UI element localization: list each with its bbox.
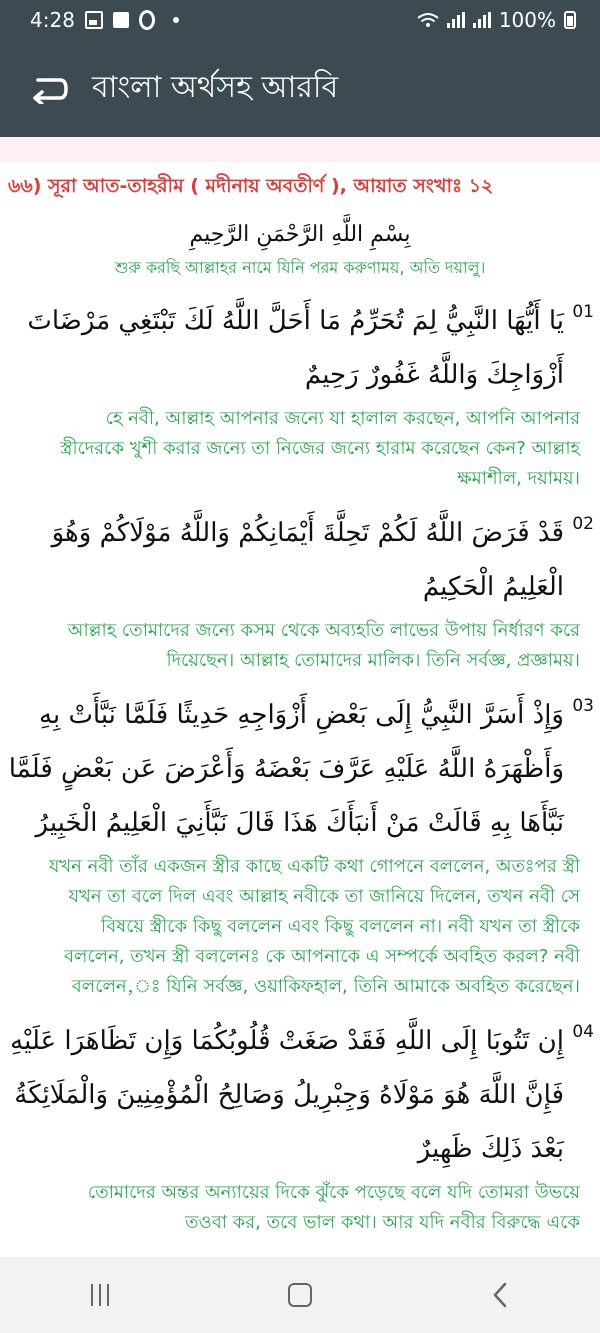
status-bar — [0, 0, 600, 40]
ayah-number: 03 — [572, 696, 594, 716]
back-button[interactable] — [18, 59, 78, 119]
battery-percent: 100% — [498, 8, 556, 32]
image-icon — [85, 11, 103, 29]
ayah-arabic: يَا أَيُّهَا النَّبِيُّ لِمَ تُحَرِّمُ مَا أَحَلَّ اللَّهُ لَكَ تَبْتَغِي مَرْضَاتَ أَزْوَاجِكَ وَاللَّهُ غَفُورٌ رَحِيمٌ — [27, 306, 564, 390]
ayah-number: 01 — [572, 302, 594, 322]
nav-back-button[interactable] — [470, 1265, 530, 1325]
ayah-item[interactable] — [0, 1014, 600, 1238]
ayah-arabic: إِن تَتُوبَا إِلَى اللَّهِ فَقَدْ صَغَتْ قُلُوبُكُمَا وَإِن تَظَاهَرَا عَلَيْهِ فَإِنَّ اللَّهَ هُوَ مَوْلَاهُ وَجِبْرِيلُ وَصَالِحُ الْمُؤْمِنِينَ وَالْمَلَائِكَةُ بَعْدَ ذَلِكَ ظَهِيرٌ — [10, 1026, 564, 1164]
wifi-icon — [417, 12, 439, 28]
ayah-bangla: যখন নবী তাঁর একজন স্ত্রীর কাছে একটি কথা গোপনে বললেন, অতঃপর স্ত্রী যখন তা বলে দিল এবং আল্লাহ নবীকে তা জানিয়ে দিলেন, তখন নবী সে বিষয়ে স্ত্রীকে কিছু বললেন এবং কিছু বললেন না। নবী যখন তা স্ত্রীকে বললেন, তখন স্ত্রী বললেনঃ কে আপনাকে এ সম্পর্কে অবহিত করল? নবী বললেন,ঃ যিনি সর্বজ্ঞ, ওয়াকিফহাল, তিনি আমাকে অবহিত করেছেন। — [48, 856, 580, 997]
ayah-arabic: قَدْ فَرَضَ اللَّهُ لَكُمْ تَحِلَّةَ أَيْمَانِكُمْ وَاللَّهُ مَوْلَاكُمْ وَهُوَ الْعَلِيمُ الْحَكِيمُ — [51, 518, 564, 602]
bismillah-bangla: শুরু করছি আল্লাহর নামে যিনি পরম করুণাময়, অতি দয়ালু। — [114, 258, 486, 277]
recent-apps-button[interactable] — [70, 1265, 130, 1325]
surah-header: ৬৬) সূরা আত-তাহরীম ( মদীনায় অবতীর্ণ ), আয়াত সংখাঃ ১২ — [8, 175, 494, 197]
content-area[interactable] — [0, 137, 600, 1257]
ayah-item[interactable] — [0, 294, 600, 494]
top-strip — [0, 137, 600, 162]
system-nav-bar — [0, 1257, 600, 1333]
square-icon — [113, 12, 129, 28]
ayah-item[interactable] — [0, 688, 600, 1002]
dot-icon — [173, 17, 179, 23]
ayah-bangla: আল্লাহ তোমাদের জন্যে কসম থেকে অব্যহতি লাভের উপায় নির্ধারণ করে দিয়েছেন। আল্লাহ তোমাদের মালিক। তিনি সর্বজ্ঞ, প্রজ্ঞাময়। — [67, 620, 580, 671]
ayah-item[interactable] — [0, 506, 600, 676]
signal-icon — [473, 12, 491, 28]
battery-icon — [564, 11, 576, 29]
ayah-number: 04 — [572, 1022, 594, 1042]
ayah-bangla: তোমাদের অন্তর অন্যায়ের দিকে ঝুঁকে পড়েছে বলে যদি তোমরা উভয়ে তওবা কর, তবে ভাল কথা। আর যদি নবীর বিরুদ্ধে একে — [87, 1182, 580, 1233]
ayah-number: 02 — [572, 514, 594, 534]
ayah-arabic: وَإِذْ أَسَرَّ النَّبِيُّ إِلَى بَعْضِ أَزْوَاجِهِ حَدِيثًا فَلَمَّا نَبَّأَتْ بِهِ وَأَظْهَرَهُ اللَّهُ عَلَيْهِ عَرَّفَ بَعْضَهُ وَأَعْرَضَ عَن بَعْضٍ فَلَمَّا نَبَّأَهَا بِهِ قَالَتْ مَنْ أَنبَأَكَ هَذَا قَالَ نَبَّأَنِيَ الْعَلِيمُ الْخَبِيرُ — [8, 700, 564, 838]
back-arrow-icon — [28, 74, 68, 104]
signal-icon — [447, 12, 465, 28]
ring-icon — [139, 10, 155, 30]
status-time: 4:28 — [30, 8, 75, 32]
back-chevron-icon — [492, 1282, 508, 1308]
home-icon — [288, 1283, 312, 1307]
ayah-bangla: হে নবী, আল্লাহ আপনার জন্যে যা হালাল করছেন, আপনি আপনার স্ত্রীদেরকে খুশী করার জন্যে তা নিজের জন্যে হারাম করেছেন কেন? আল্লাহ ক্ষমাশীল, দয়াময়। — [60, 408, 580, 489]
home-button[interactable] — [270, 1265, 330, 1325]
app-bar — [0, 40, 600, 137]
bismillah-arabic: بِسْمِ اللَّهِ الرَّحْمَنِ الرَّحِيمِ — [189, 222, 411, 247]
page-title: বাংলা অর্থসহ আরবি — [92, 70, 339, 105]
recent-apps-icon — [91, 1284, 109, 1306]
